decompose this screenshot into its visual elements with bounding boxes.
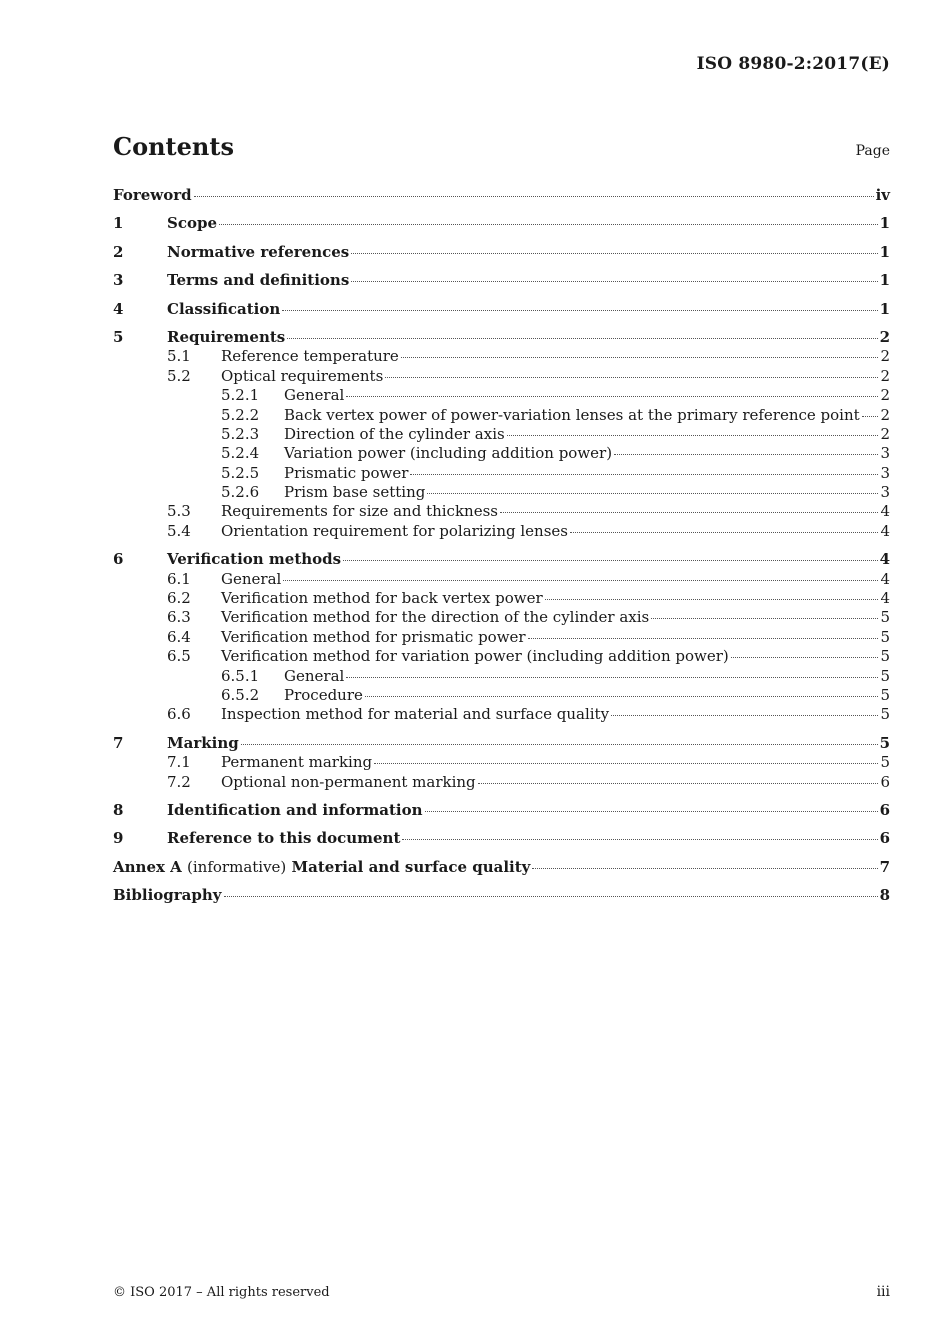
toc-entry-title: Terms and definitions [167, 271, 350, 290]
toc-entry-title: Orientation requirement for polarizing lenses [221, 521, 568, 540]
toc-entry-number: 4 [113, 299, 124, 318]
toc-entry-page: 5 [879, 733, 890, 752]
dot-leader [401, 357, 879, 358]
toc-entry-title: Back vertex power of power-variation lenses at the primary reference point [284, 405, 860, 424]
toc-entry-page: 5 [880, 666, 890, 685]
toc-entry-number: 7.1 [167, 753, 191, 772]
toc-entry[interactable] [113, 271, 890, 290]
toc-entry-page: 5 [880, 685, 890, 704]
toc-entry-title: Verification method for variation power (including addition power) [221, 647, 729, 666]
toc-entry-title: General [284, 666, 345, 685]
toc-entry-number: 5.2.6 [221, 483, 260, 502]
toc-entry[interactable] [113, 608, 890, 627]
toc-entry-number: 6.2 [167, 589, 191, 608]
toc-entry-title-rest: Material and surface quality [291, 857, 531, 876]
toc-entry-page: 3 [880, 483, 890, 502]
dot-leader [287, 338, 877, 339]
toc-entry-page: 2 [879, 327, 890, 346]
dot-leader [410, 474, 878, 475]
dot-leader [283, 580, 878, 581]
dot-leader [570, 532, 878, 533]
toc-entry-title: Direction of the cylinder axis [284, 424, 505, 443]
dot-leader [351, 281, 877, 282]
dot-leader [532, 868, 877, 869]
toc-entry-number: 5.4 [167, 521, 191, 540]
toc-entry[interactable] [113, 367, 890, 386]
dot-leader [651, 618, 878, 619]
toc-entry-number: 6 [113, 550, 124, 569]
toc-entry-title: Normative references [167, 242, 350, 261]
table-of-contents [113, 186, 890, 906]
toc-entry-page: 1 [879, 214, 890, 233]
toc-entry-number: 5 [113, 327, 124, 346]
toc-entry[interactable] [113, 705, 890, 724]
toc-entry[interactable] [113, 628, 890, 647]
toc-entry-number: 5.2.3 [221, 424, 260, 443]
toc-entry-title: Bibliography [113, 886, 222, 905]
dot-leader [282, 310, 877, 311]
dot-leader [219, 224, 878, 225]
page-number: iii [876, 1284, 890, 1300]
toc-entry-title: Optical requirements [221, 366, 384, 385]
toc-entry[interactable] [113, 328, 890, 347]
dot-leader [346, 396, 878, 397]
toc-entry-number: 5.2 [167, 366, 191, 385]
toc-entry[interactable] [113, 522, 890, 541]
toc-entry-title: Verification methods [167, 550, 342, 569]
toc-entry[interactable] [113, 386, 890, 405]
document-id: ISO 8980-2:2017(E) [696, 54, 890, 74]
toc-entry[interactable] [113, 858, 890, 877]
toc-entry-page: 4 [880, 502, 890, 521]
toc-entry-page: 5 [880, 705, 890, 724]
dot-leader [351, 253, 877, 254]
toc-entry-page: 2 [880, 405, 890, 424]
toc-entry-number: 6.6 [167, 705, 191, 724]
toc-entry-title: Permanent marking [221, 753, 373, 772]
dot-leader [343, 560, 877, 561]
toc-entry-page: 2 [880, 424, 890, 443]
toc-entry-number: 7 [113, 733, 124, 752]
toc-entry-number: 5.3 [167, 502, 191, 521]
toc-entry-page: 5 [880, 753, 890, 772]
toc-entry-title: Verification method for prismatic power [221, 627, 526, 646]
dot-leader [425, 811, 878, 812]
toc-entry-title: Reference to this document [167, 829, 401, 848]
toc-entry-page: 5 [880, 627, 890, 646]
dot-leader [346, 677, 878, 678]
toc-entry-page: 6 [880, 772, 890, 791]
toc-entry-title: Verification method for back vertex power [221, 589, 543, 608]
toc-entry-number: 8 [113, 800, 124, 819]
toc-entry-title: Requirements for size and thickness [221, 502, 498, 521]
toc-entry-title: Optional non-permanent marking [221, 772, 476, 791]
dot-leader [402, 839, 877, 840]
toc-entry[interactable] [113, 753, 890, 772]
toc-entry-page: 4 [880, 521, 890, 540]
contents-title: Contents [113, 132, 234, 161]
toc-entry[interactable] [113, 570, 890, 589]
dot-leader [862, 416, 879, 417]
page-column-label: Page [855, 143, 890, 159]
toc-entry-page: 2 [880, 366, 890, 385]
toc-entry[interactable] [113, 425, 890, 444]
toc-entry-page: 7 [879, 857, 890, 876]
toc-entry-title: Classification [167, 299, 281, 318]
toc-entry-number: 6.5.2 [221, 685, 260, 704]
toc-entry-page: 2 [880, 386, 890, 405]
toc-entry-title: General [284, 386, 345, 405]
dot-leader [241, 744, 878, 745]
toc-entry-title: Prism base setting [284, 483, 426, 502]
dot-leader [611, 715, 878, 716]
toc-entry[interactable] [113, 734, 890, 753]
toc-entry-number: 5.2.4 [221, 444, 260, 463]
toc-entry-page: iv [875, 186, 890, 204]
toc-entry-number: 3 [113, 271, 124, 290]
toc-entry-title: Procedure [284, 685, 363, 704]
dot-leader [507, 435, 879, 436]
toc-entry-title-prefix: Annex A [113, 857, 182, 876]
toc-entry-page: 6 [879, 829, 890, 848]
toc-entry[interactable] [113, 550, 890, 569]
toc-entry[interactable] [113, 243, 890, 262]
toc-entry-title: Reference temperature [221, 347, 399, 366]
toc-entry-title-note: (informative) [187, 857, 287, 876]
toc-entry[interactable] [113, 589, 890, 608]
toc-entry[interactable] [113, 773, 890, 792]
toc-entry-page: 8 [879, 886, 890, 905]
toc-entry-title [113, 858, 530, 877]
toc-entry-page: 2 [880, 347, 890, 366]
toc-entry-title: Verification method for the direction of the cylinder axis [221, 608, 650, 627]
dot-leader [427, 493, 878, 494]
toc-entry-page: 6 [879, 800, 890, 819]
dot-leader [731, 657, 879, 658]
toc-entry[interactable] [113, 214, 890, 233]
dot-leader [385, 377, 878, 378]
toc-entry-page: 3 [880, 444, 890, 463]
dot-leader [374, 763, 878, 764]
toc-entry-page: 1 [879, 242, 890, 261]
toc-entry[interactable] [113, 686, 890, 705]
dot-leader [478, 783, 879, 784]
toc-entry-number: 5.1 [167, 347, 191, 366]
toc-entry-title: Prismatic power [284, 463, 409, 482]
toc-entry[interactable] [113, 829, 890, 848]
toc-entry[interactable] [113, 502, 890, 521]
toc-entry-title: Foreword [113, 186, 192, 204]
copyright-footer: © ISO 2017 – All rights reserved [113, 1285, 330, 1300]
toc-entry-number: 5.2.2 [221, 405, 260, 424]
toc-entry-number: 5.2.5 [221, 463, 260, 482]
toc-entry-number: 6.4 [167, 627, 191, 646]
toc-entry-title: Requirements [167, 327, 286, 346]
toc-entry[interactable] [113, 886, 890, 905]
toc-entry-number: 2 [113, 242, 124, 261]
toc-entry[interactable] [113, 667, 890, 686]
dot-leader [528, 638, 879, 639]
toc-entry-title: Marking [167, 733, 239, 752]
toc-entry-page: 3 [880, 463, 890, 482]
dot-leader [545, 599, 879, 600]
toc-entry-number: 1 [113, 214, 124, 233]
toc-entry-number: 9 [113, 829, 124, 848]
toc-entry-title: Variation power (including addition power) [284, 444, 613, 463]
toc-entry-title: Inspection method for material and surface quality [221, 705, 610, 724]
toc-entry-page: 1 [879, 299, 890, 318]
toc-entry[interactable] [113, 444, 890, 463]
toc-entry[interactable] [113, 186, 890, 205]
dot-leader [614, 454, 878, 455]
toc-entry-number: 6.5 [167, 647, 191, 666]
dot-leader [224, 896, 878, 897]
toc-entry-page: 4 [880, 569, 890, 588]
toc-entry-page: 5 [880, 647, 890, 666]
toc-entry[interactable] [113, 483, 890, 502]
toc-entry-page: 4 [880, 589, 890, 608]
toc-entry-number: 7.2 [167, 772, 191, 791]
toc-entry-title: Identification and information [167, 800, 423, 819]
toc-entry[interactable] [113, 647, 890, 666]
toc-entry-number: 6.3 [167, 608, 191, 627]
toc-entry[interactable] [113, 801, 890, 820]
toc-entry[interactable] [113, 406, 890, 425]
toc-entry[interactable] [113, 347, 890, 366]
toc-entry-number: 6.5.1 [221, 666, 260, 685]
toc-entry-page: 4 [879, 550, 890, 569]
toc-entry-page: 1 [879, 271, 890, 290]
dot-leader [365, 696, 879, 697]
toc-entry[interactable] [113, 300, 890, 319]
toc-entry-number: 6.1 [167, 569, 191, 588]
toc-entry-number: 5.2.1 [221, 386, 260, 405]
toc-entry[interactable] [113, 464, 890, 483]
dot-leader [500, 512, 878, 513]
toc-entry-title: General [221, 569, 282, 588]
toc-entry-title: Scope [167, 214, 218, 233]
dot-leader [194, 196, 874, 197]
toc-entry-page: 5 [880, 608, 890, 627]
